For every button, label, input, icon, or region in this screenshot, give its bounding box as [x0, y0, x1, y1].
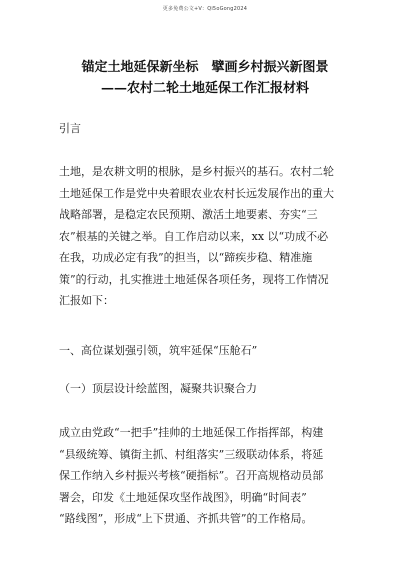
paragraph-line: 汇报如下： [59, 294, 114, 307]
paragraph-line: “县级统筹、镇街主抓、村组落实”三级联动体系，将延 [59, 447, 324, 461]
paragraph-line: 在我，功成必定有我”的担当，以“蹄疾步稳、精准施 [59, 251, 313, 264]
paragraph-line: 土地，是农耕文明的根脉，是乡村振兴的基石。农村二轮 [59, 165, 334, 178]
intro-heading: 引言 [59, 122, 81, 135]
subsection-1-heading: （一）顶层设计绘蓝图，凝聚共识聚合力 [59, 382, 257, 395]
document-title-line-2: ——农村二轮土地延保工作汇报材料 [100, 81, 309, 96]
intro-paragraph [59, 161, 359, 312]
document-title-line-1: 锚定土地延保新坐标 擘画乡村振兴新图景 [81, 60, 329, 75]
paragraph-line: 成立由党政“一把手”挂帅的土地延保工作指挥部，构建 [59, 426, 324, 439]
header-note: 更多免费公文+V：Qi5oGong2024 [162, 6, 248, 12]
section-1-heading: 一、高位谋划强引领，筑牢延保“压舱石” [59, 344, 258, 357]
subsection-1-paragraph [59, 422, 359, 530]
paragraph-line: 土地延保工作是党中央着眼农业农村长远发展作出的重大 [59, 186, 334, 200]
paragraph-line: 署会，印发《土地延保攻坚作战图》，明确“时间表” [59, 490, 307, 504]
paragraph-line: “路线图”，形成“上下贯通、齐抓共管”的工作格局。 [59, 512, 313, 525]
paragraph-line: 策”的行动，扎实推进土地延保各项任务，现将工作情况 [59, 272, 329, 286]
paragraph-line: 农”根基的关键之举。自工作启动以来，xx 以“功成不必 [59, 229, 329, 243]
paragraph-line: 战略部署，是稳定农民预期、激活土地要素、夯实“三 [59, 208, 318, 221]
paragraph-line: 保工作纳入乡村振兴考核“硬指标”。召开高规格动员部 [59, 469, 324, 482]
